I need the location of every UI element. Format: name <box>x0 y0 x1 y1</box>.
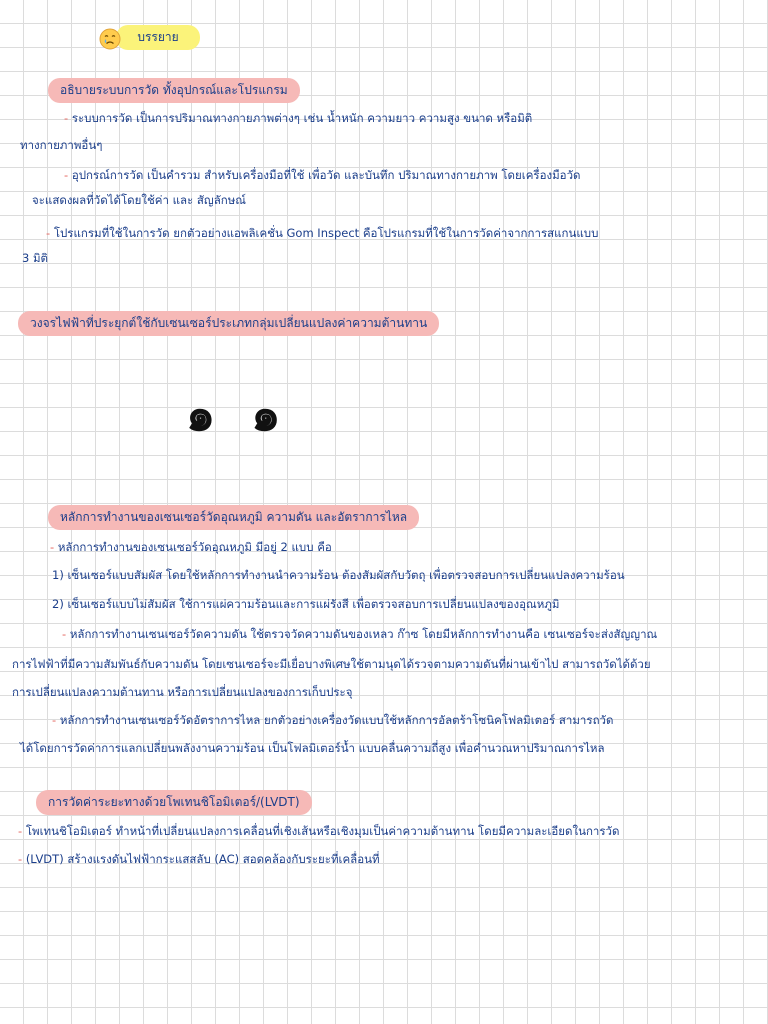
line-text: ระบบการวัด เป็นการปริมาณทางกายภาพต่างๆ เช่น น้ำหนัก ความยาว ความสูง ขนาด หรือมิติ <box>71 111 533 125</box>
line-text: ได้โดยการวัดค่าการแลกเปลี่ยนพลังงานความร้อน เป็นโฟลมิเตอร์น้ำ แบบคลื่นความถี่สูง เพื่อคำนวณหาปริมาณการไหล <box>20 741 605 755</box>
line-text: 1) เซ็นเซอร์แบบสัมผัส โดยใช้หลักการทำงานนำความร้อน ต้องสัมผัสกับวัตถุ เพื่อตรวจสอบการเปลี่ยนแปลงความร้อน <box>52 568 625 582</box>
bullet-dash: - <box>64 111 69 125</box>
section3-line-5 <box>12 657 651 672</box>
section3-heading: หลักการทำงานของเซนเซอร์วัดอุณหภูมิ ความดัน และอัตราการไหล <box>48 505 419 530</box>
section3-line-6 <box>12 685 352 700</box>
bullet-dash: - <box>64 168 69 182</box>
section3-line-7 <box>52 713 613 728</box>
line-text: 3 มิติ <box>22 251 49 265</box>
line-text: หลักการทำงานของเซนเซอร์วัดอุณหภูมิ มีอยู่ 2 แบบ คือ <box>57 540 332 554</box>
bullet-dash: - <box>50 540 55 554</box>
section1-line-4 <box>32 193 246 208</box>
section1-line-2 <box>20 138 102 153</box>
bullet-dash: - <box>18 852 23 866</box>
section2-heading: วงจรไฟฟ้าที่ประยุกต์ใช้กับเซนเซอร์ประเภทกลุ่มเปลี่ยนแปลงค่าความต้านทาน <box>18 311 439 336</box>
line-text: การเปลี่ยนแปลงความต้านทาน หรือการเปลี่ยนแปลงของการเก็บประจุ <box>12 685 353 699</box>
section3-line-1 <box>50 540 332 555</box>
big-number-text: ๑ ๑ <box>186 387 291 441</box>
bullet-dash: - <box>46 226 51 240</box>
bullet-dash: - <box>18 824 23 838</box>
section1-line-3 <box>64 168 581 183</box>
section4-heading: การวัดค่าระยะทางด้วยโพเทนชิโอมิเตอร์/(LVDT) <box>36 790 312 815</box>
section4-line-1 <box>18 824 619 839</box>
line-text: อุปกรณ์การวัด เป็นคำรวม สำหรับเครื่องมือที่ใช้ เพื่อวัด และบันทึก ปริมาณทางกายภาพ โดยเครื่องมือวัด <box>71 168 581 182</box>
section1-line-5 <box>46 226 598 241</box>
crying-face-icon <box>99 28 121 50</box>
title-pill: บรรยาย <box>116 25 200 50</box>
section3-line-4 <box>62 627 657 642</box>
section3-line-2 <box>52 568 625 583</box>
section1-heading: อธิบายระบบการวัด ทั้งอุปกรณ์และโปรแกรม <box>48 78 300 103</box>
line-text: ทางกายภาพอื่นๆ <box>20 138 103 152</box>
bullet-dash: - <box>52 713 57 727</box>
section1-line-6 <box>22 251 48 266</box>
line-text: การไฟฟ้าที่มีความสัมพันธ์กับความดัน โดยเซนเซอร์จะมีเยื่อบางพิเศษใช้ตามนุดได้รวจตามความดันที่ผ่านเข้าไป สามารถวัดได้ด้วย <box>12 657 651 671</box>
line-text: โปรแกรมที่ใช้ในการวัด ยกตัวอย่างแอพลิเคชั่น Gom Inspect คือโปรแกรมที่ใช้ในการวัดค่าจากการสแกนแบบ <box>53 226 599 240</box>
line-text: หลักการทำงานเซนเซอร์วัดความดัน ใช้ตรวจวัดความดันของเหลว ก๊าซ โดยมีหลักการทำงานคือ เซนเซอร์จะส่งสัญญาณ <box>69 627 658 641</box>
section3-line-3 <box>52 597 559 612</box>
section1-line-1 <box>64 111 532 126</box>
line-text: จะแสดงผลที่วัดได้โดยใช้ค่า และ สัญลักษณ์ <box>32 193 246 207</box>
section3-line-8 <box>20 741 605 756</box>
line-text: (LVDT) สร้างแรงดันไฟฟ้ากระแสสลับ (AC) สอดคล้องกับระยะที่เคลื่อนที่ <box>25 852 380 866</box>
section4-line-2 <box>18 852 380 867</box>
line-text: หลักการทำงานเซนเซอร์วัดอัตราการไหล ยกตัวอย่างเครื่องวัดแบบใช้หลักการอัลตร้าโซนิคโฟลมิเตอร์ สามารถวัด <box>59 713 614 727</box>
line-text: โพเทนชิโอมิเตอร์ ทำหน้าที่เปลี่ยนแปลงการเคลื่อนที่เชิงเส้นหรือเชิงมุมเป็นค่าความต้านทาน โดยมีความละเอียดในการวัด <box>25 824 620 838</box>
line-text: 2) เซ็นเซอร์แบบไม่สัมผัส ใช้การแผ่ความร้อนและการแผ่รังสี เพื่อตรวจสอบการเปลี่ยนแปลงของอุณหภูมิ <box>52 597 560 611</box>
bullet-dash: - <box>62 627 67 641</box>
